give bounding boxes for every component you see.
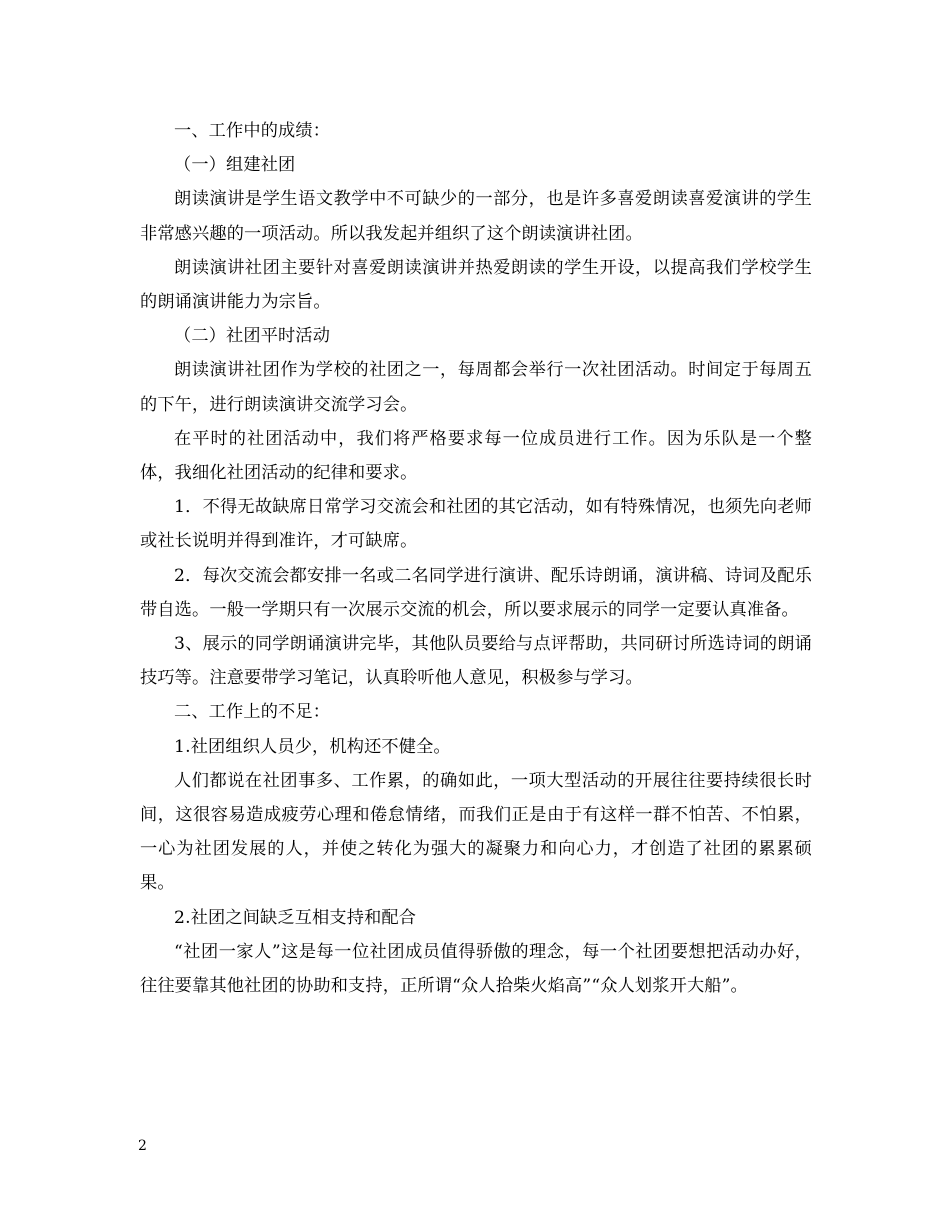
rule-item-2: 2．每次交流会都安排一名或二名同学进行演讲、配乐诗朗诵，演讲稿、诗词及配乐带自选。一般一学期只有一次展示交流的机会，所以要求展示的同学一定要认真准备。: [140, 565, 812, 620]
page-number: 2: [138, 1138, 147, 1154]
rule-item-3: 3、展示的同学朗诵演讲完毕，其他队员要给与点评帮助，共同研讨所选诗词的朗诵技巧等。注意要带学习笔记，认真聆听他人意见，积极参与学习。: [140, 634, 812, 689]
body-paragraph: 人们都说在社团事多、工作累，的确如此，一项大型活动的开展往往要持续很长时间，这很容易造成疲劳心理和倦怠情绪，而我们正是由于有这样一群不怕苦、不怕累，一心为社团发展的人，并使之转化为强大的凝聚力和向心力，才创造了社团的累累硕果。: [140, 770, 812, 894]
body-paragraph: 朗读演讲社团作为学校的社团之一，每周都会举行一次社团活动。时间定于每周五的下午，进行朗读演讲交流学习会。: [140, 360, 812, 415]
shortcoming-item-2: 2.社团之间缺乏互相支持和配合: [174, 907, 417, 928]
body-paragraph: 朗读演讲是学生语文教学中不可缺少的一部分，也是许多喜爱朗读喜爱演讲的学生非常感兴趣的一项活动。所以我发起并组织了这个朗读演讲社团。: [140, 189, 812, 244]
heading-shortcomings: 二、工作上的不足：: [174, 702, 331, 723]
body-paragraph: 朗读演讲社团主要针对喜爱朗读演讲并热爱朗读的学生开设，以提高我们学校学生的朗诵演讲能力为宗旨。: [140, 257, 812, 313]
rule-item-1: 1．不得无故缺席日常学习交流会和社团的其它活动，如有特殊情况，也须先向老师或社长说明并得到准许，才可缺席。: [140, 497, 812, 552]
shortcoming-item-1: 1.社团组织人员少，机构还不健全。: [174, 736, 451, 757]
body-paragraph: 在平时的社团活动中，我们将严格要求每一位成员进行工作。因为乐队是一个整体，我细化社团活动的纪律和要求。: [140, 428, 812, 484]
subheading-form-club: （一）组建社团: [174, 155, 296, 176]
document-body: [140, 114, 812, 1003]
heading-achievements: 一、工作中的成绩：: [174, 121, 331, 141]
body-paragraph: “社团一家人”这是每一位社团成员值得骄傲的理念，每一个社团要想把活动办好，往往要靠其他社团的协助和支持，正所谓“众人拾柴火焰高”“众人划浆开大船”。: [140, 941, 812, 997]
subheading-regular-activities: （二）社团平时活动: [174, 326, 331, 347]
